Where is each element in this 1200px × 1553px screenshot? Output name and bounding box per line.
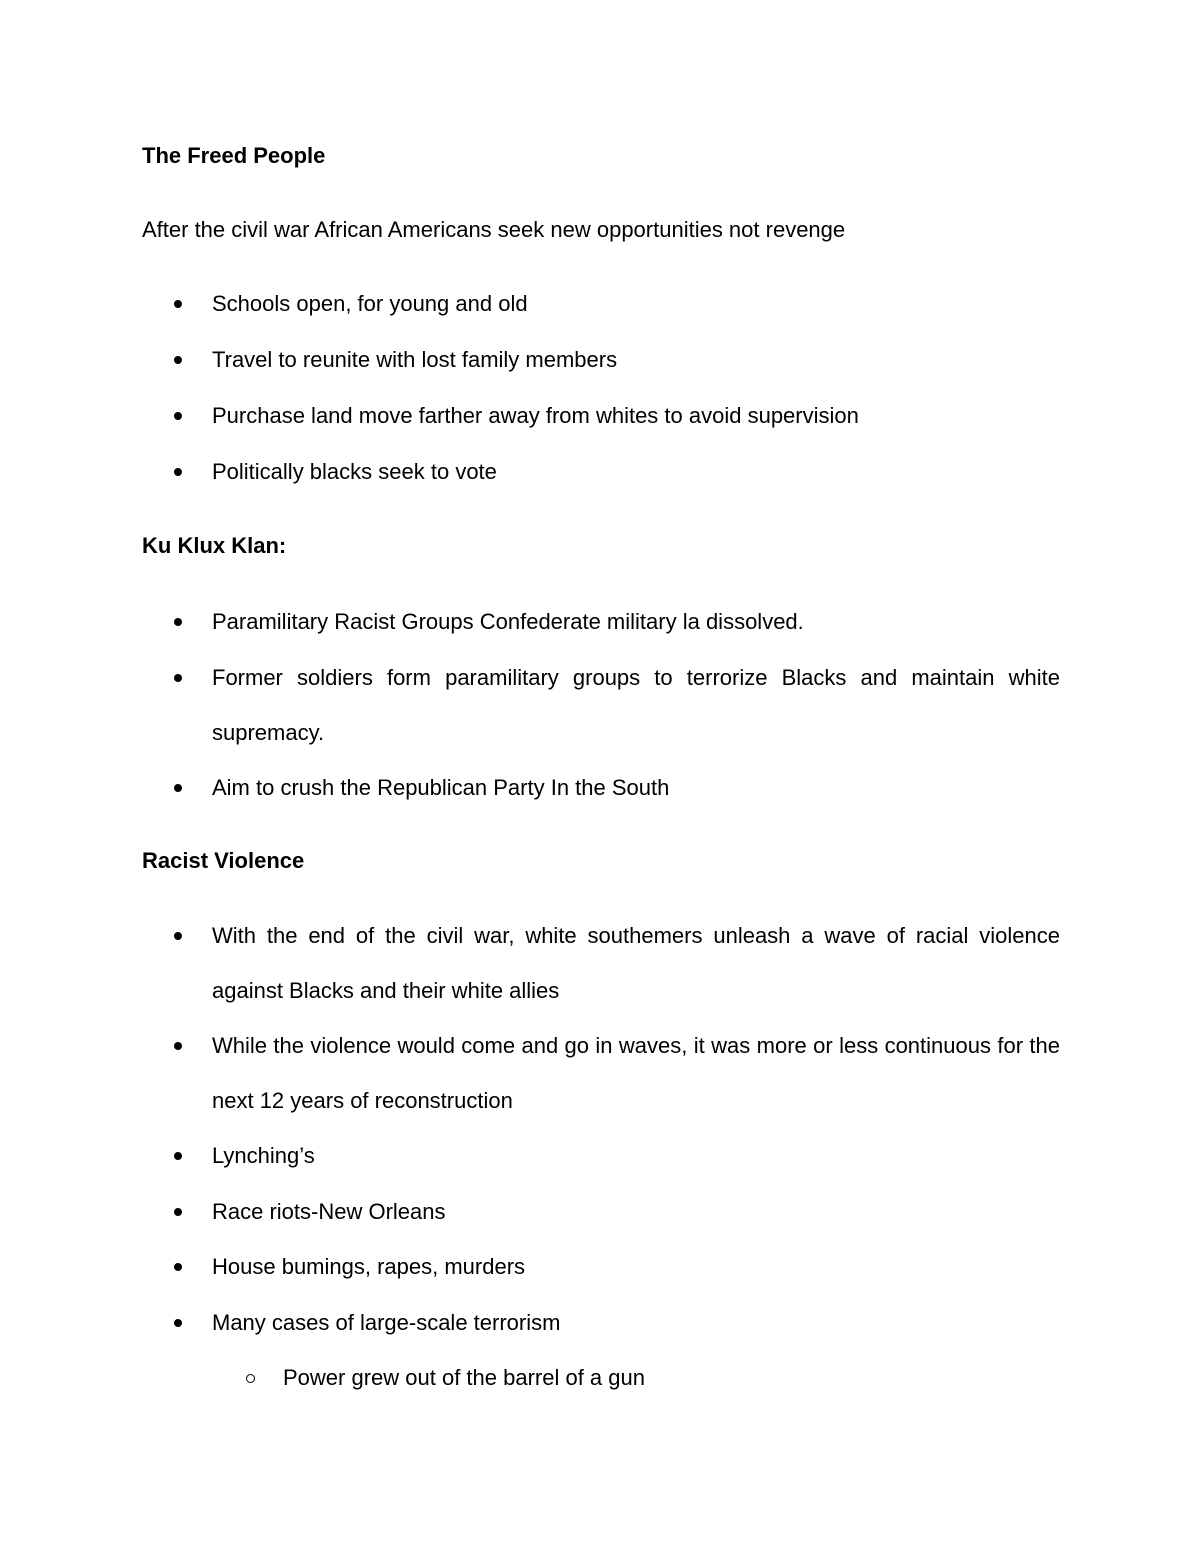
- list-item: Paramilitary Racist Groups Confederate military la dissolved.: [212, 609, 804, 634]
- list-item: Travel to reunite with lost family members: [212, 347, 618, 372]
- bullet-icon: [174, 674, 182, 682]
- bullet-icon: [174, 1042, 182, 1050]
- list-item: House bumings, rapes, murders: [212, 1254, 526, 1279]
- list-item: Politically blacks seek to vote: [212, 459, 497, 484]
- section-heading-freed-people: The Freed People: [142, 143, 326, 168]
- list-item: Lynching’s: [212, 1143, 315, 1168]
- list-item: Race riots-New Orleans: [212, 1199, 446, 1224]
- list-item: While the violence would come and go in waves, it was more or less continuous for the next 12 years of reconstruction: [212, 1033, 1060, 1113]
- list-item: Schools open, for young and old: [212, 291, 528, 316]
- bullet-icon: [174, 618, 182, 626]
- list-item: Purchase land move farther away from whites to avoid supervision: [212, 403, 859, 428]
- bullet-icon: [174, 784, 182, 792]
- list-item: With the end of the civil war, white southemers unleash a wave of racial violence against Blacks and their white allies: [212, 923, 1060, 1003]
- section-heading-kkk: Ku Klux Klan:: [142, 533, 287, 558]
- sub-bullet-icon: [246, 1374, 255, 1383]
- intro-paragraph: After the civil war African Americans seek new opportunities not revenge: [142, 217, 846, 242]
- section-heading-racist-violence: Racist Violence: [142, 848, 305, 873]
- bullet-icon: [174, 412, 182, 420]
- bullet-icon: [174, 1208, 182, 1216]
- bullet-icon: [174, 468, 182, 476]
- bullet-icon: [174, 1263, 182, 1271]
- bullet-icon: [174, 300, 182, 308]
- sub-list-item: Power grew out of the barrel of a gun: [283, 1365, 645, 1390]
- bullet-icon: [174, 1152, 182, 1160]
- bullet-icon: [174, 1319, 182, 1327]
- list-item: Many cases of large-scale terrorism: [212, 1310, 561, 1335]
- list-item: Aim to crush the Republican Party In the South: [212, 775, 670, 800]
- bullet-icon: [174, 932, 182, 940]
- list-item: Former soldiers form paramilitary groups to terrorize Blacks and maintain white supremacy.: [212, 665, 1060, 745]
- bullet-icon: [174, 356, 182, 364]
